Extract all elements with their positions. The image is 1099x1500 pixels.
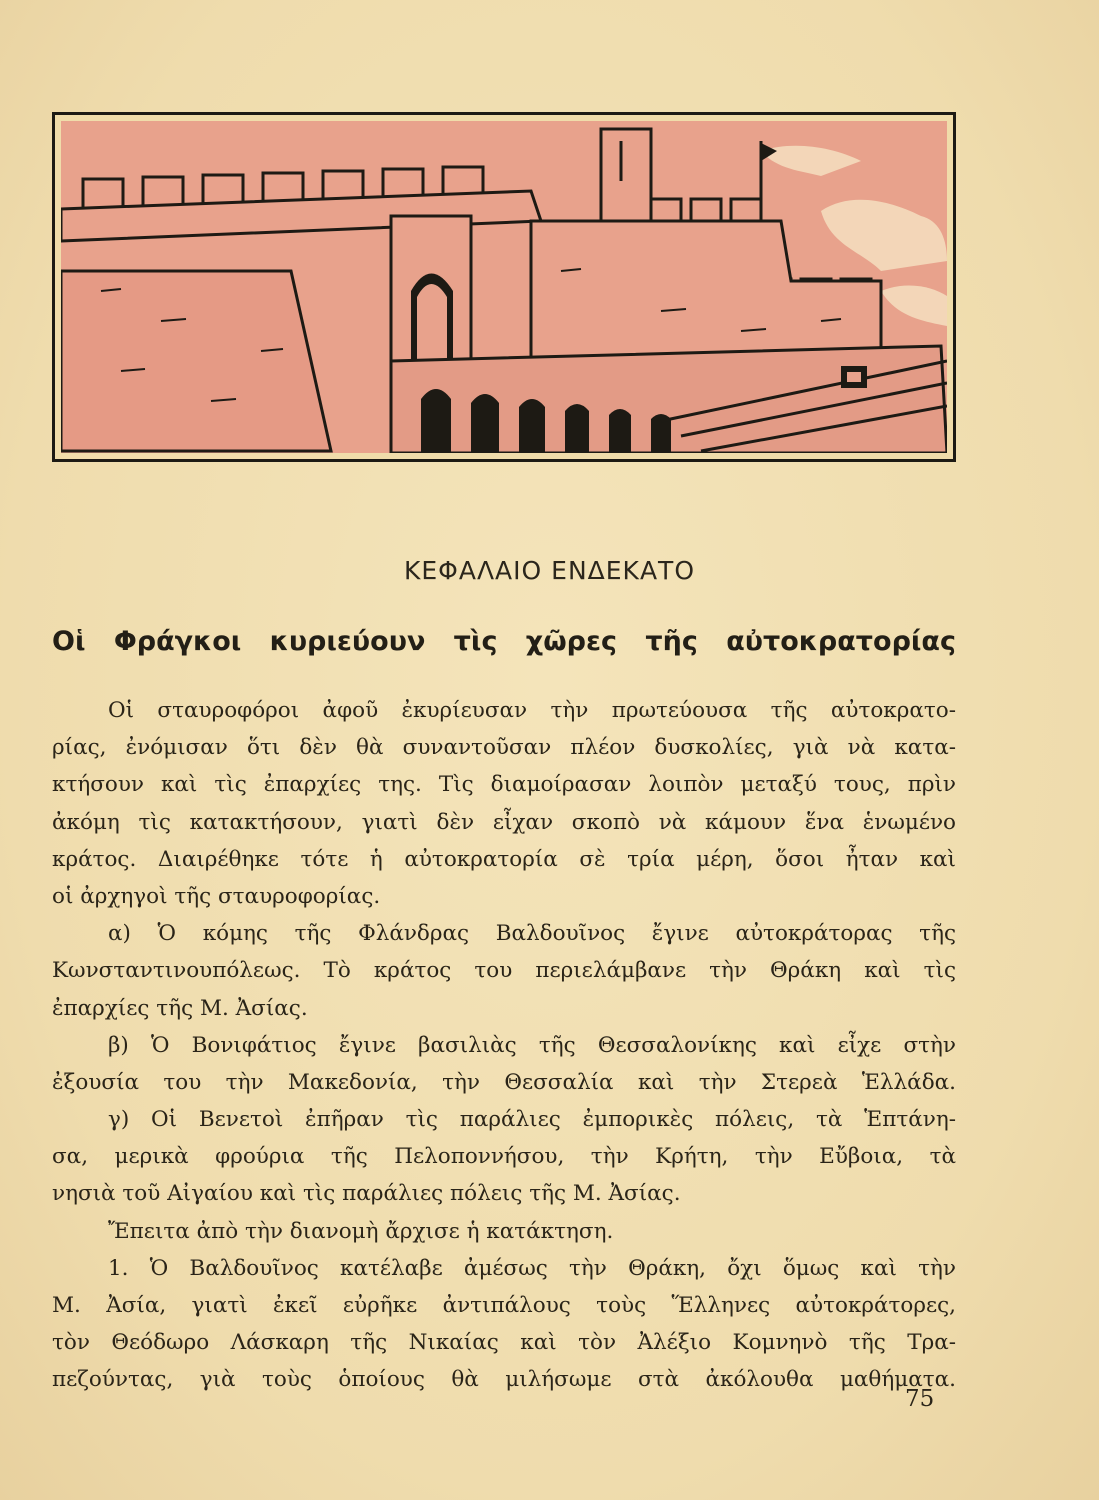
chapter-heading: ΚΕΦΑΛΑΙΟ ΕΝΔΕΚΑΤΟ — [403, 556, 695, 585]
text-line: Ἔπειτα ἀπὸ τὴν διανομὴ ἄρχισε ἡ κατάκτηση. — [108, 1218, 614, 1244]
text-line: ἀκόμη τὶς κατακτήσουν, γιατὶ δὲν εἶχαν σκοπὸ νὰ κάμουν ἕνα ἑνωμένο — [52, 809, 956, 835]
text-line: Οἱ σταυροφόροι ἀφοῦ ἐκυρίευσαν τὴν πρωτεύουσα τῆς αὐτοκρατο- — [108, 698, 956, 723]
text-line: κτήσουν καὶ τὶς ἐπαρχίες της. Τὶς διαμοίρασαν λοιπὸν μεταξύ τους, πρὶν — [52, 772, 956, 798]
text-line: β) Ὁ Βονιφάτιος ἔγινε βασιλιὰς τῆς Θεσσαλονίκης καὶ εἶχε στὴν — [108, 1032, 956, 1058]
text-line: ρίας, ἐνόμισαν ὅτι δὲν θὰ συναντοῦσαν πλέον δυσκολίες, γιὰ νὰ κατα- — [52, 735, 956, 761]
text-line: οἱ ἀρχηγοὶ τῆς σταυροφορίας. — [52, 883, 381, 909]
castle-woodcut-image — [61, 121, 947, 453]
chapter-title: Οἱ Φράγκοι κυριεύουν τὶς χῶρες τῆς αὐτοκρατορίας — [52, 626, 956, 657]
text-line: ἐξουσία του τὴν Μακεδονία, τὴν Θεσσαλία καὶ τὴν Στερεὰ Ἑλλάδα. — [52, 1069, 956, 1095]
text-line: σα, μερικὰ φρούρια τῆς Πελοποννήσου, τὴν Κρήτη, τὴν Εὔβοια, τὰ — [52, 1144, 956, 1170]
page-number: 75 — [905, 1386, 935, 1412]
text-line: α) Ὁ κόμης τῆς Φλάνδρας Βαλδουῖνος ἔγινε αὐτοκράτορας τῆς — [108, 921, 956, 947]
text-line: Κωνσταντινουπόλεως. Τὸ κράτος του περιελάμβανε τὴν Θράκη καὶ τὶς — [52, 958, 956, 984]
text-line: τὸν Θεόδωρο Λάσκαρη τῆς Νικαίας καὶ τὸν Ἀλέξιο Κομνηνὸ τῆς Τρα- — [52, 1330, 956, 1356]
text-line: γ) Οἱ Βενετοὶ ἐπῆραν τὶς παράλιες ἐμπορικὲς πόλεις, τὰ Ἑπτάνη- — [108, 1107, 956, 1133]
body-text — [52, 692, 956, 1399]
text-line: Μ. Ἀσία, γιατὶ ἐκεῖ εὐρῆκε ἀντιπάλους τοὺς Ἕλληνες αὐτοκράτορες, — [52, 1293, 956, 1318]
text-line: ἐπαρχίες τῆς Μ. Ἀσίας. — [52, 995, 308, 1021]
text-line: νησιὰ τοῦ Αἰγαίου καὶ τὶς παράλιες πόλεις τῆς Μ. Ἀσίας. — [52, 1181, 681, 1207]
text-line: κράτος. Διαιρέθηκε τότε ἡ αὐτοκρατορία σὲ τρία μέρη, ὅσοι ἦταν καὶ — [52, 846, 956, 872]
text-line: πεζούντας, γιὰ τοὺς ὁποίους θὰ μιλήσωμε στὰ ἀκόλουθα μαθήματα. — [52, 1367, 956, 1393]
text-line: 1. Ὁ Βαλδουῖνος κατέλαβε ἀμέσως τὴν Θράκη, ὄχι ὅμως καὶ τὴν — [108, 1255, 956, 1281]
castle-illustration — [52, 112, 956, 462]
